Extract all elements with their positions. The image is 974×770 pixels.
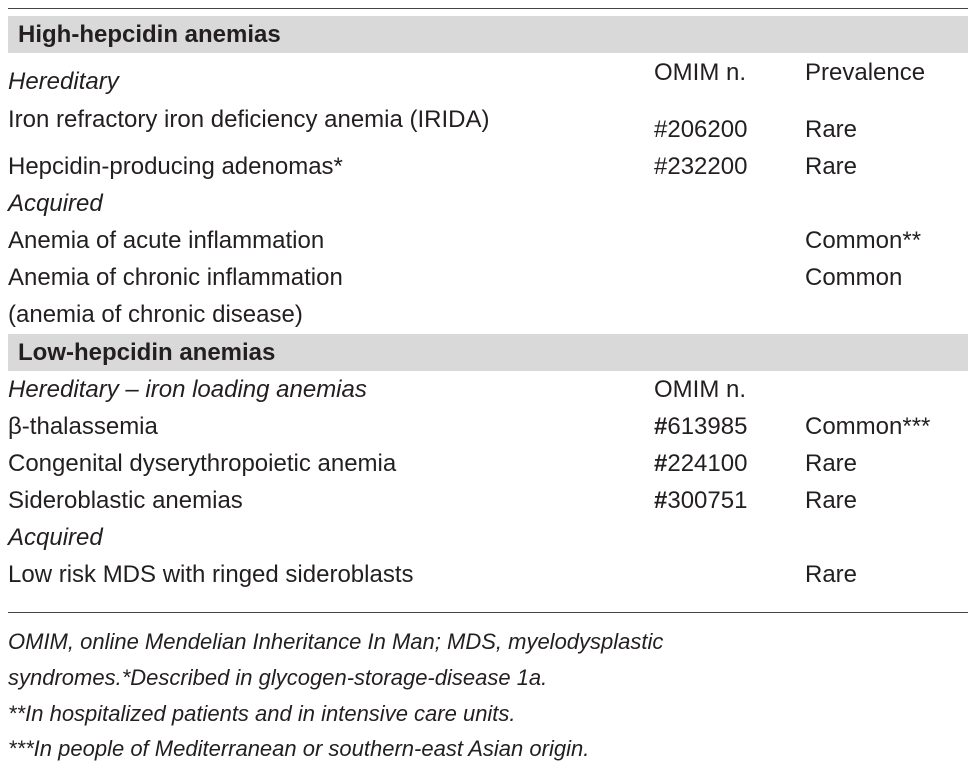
table-row <box>0 413 974 450</box>
row-name: β-thalassemia <box>8 413 158 440</box>
row-prevalence: Rare <box>805 561 858 588</box>
row-name: Sideroblastic anemias <box>8 487 243 514</box>
row-omim <box>654 413 747 441</box>
row-omim-header: OMIM n. <box>654 376 747 403</box>
row-prevalence: Common <box>805 264 903 291</box>
row-omim: #206200 <box>654 116 748 143</box>
table-row <box>0 376 974 413</box>
row-name: (anemia of chronic disease) <box>8 301 303 328</box>
row-name: Anemia of chronic inflammation <box>8 264 343 291</box>
row-prevalence: Common** <box>805 227 922 254</box>
footnote-line: syndromes.*Described in glycogen-storage-disease 1a. <box>8 665 548 690</box>
footnote-line: OMIM, online Mendelian Inheritance In Man; MDS, myelodysplastic <box>8 629 664 654</box>
row-name: Anemia of acute inflammation <box>8 227 325 254</box>
footnote-line: ***In people of Mediterranean or southern-east Asian origin. <box>8 736 590 761</box>
row-omim-header: OMIM n. <box>654 59 747 86</box>
table-row <box>0 153 974 190</box>
hash-symbol: # <box>654 450 668 477</box>
hash-symbol: # <box>654 413 668 440</box>
row-prevalence: Rare <box>805 487 858 514</box>
table-row <box>0 301 974 338</box>
row-name: Low risk MDS with ringed sideroblasts <box>8 561 414 588</box>
row-prevalence: Rare <box>805 153 858 180</box>
section-title: High-hepcidin anemias <box>18 21 281 48</box>
table-top-rule <box>8 8 968 9</box>
row-prevalence: Rare <box>805 450 858 477</box>
row-prevalence-header: Prevalence <box>805 59 926 86</box>
row-prevalence: Rare <box>805 116 858 143</box>
row-name: Hereditary <box>8 68 119 95</box>
section-header-high-hepcidin <box>8 16 968 53</box>
row-omim <box>654 450 747 478</box>
row-name: Congenital dyserythropoietic anemia <box>8 450 397 477</box>
table-row <box>0 104 974 141</box>
table-row <box>0 264 974 301</box>
hash-symbol: # <box>654 487 668 514</box>
table-row <box>0 524 974 561</box>
row-omim: #232200 <box>654 153 748 180</box>
row-prevalence: Common*** <box>805 413 931 440</box>
row-name: Acquired <box>8 524 103 551</box>
table-row <box>0 487 974 524</box>
omim-number: 613985 <box>667 413 748 440</box>
section-header-low-hepcidin <box>8 334 968 371</box>
table-row <box>0 450 974 487</box>
row-name: Hepcidin-producing adenomas* <box>8 153 343 180</box>
table-row <box>0 561 974 598</box>
table-bottom-rule <box>8 612 968 613</box>
row-name: Acquired <box>8 190 103 217</box>
row-name: Hereditary – iron loading anemias <box>8 376 367 403</box>
row-omim <box>654 487 747 515</box>
section-title: Low-hepcidin anemias <box>18 339 276 366</box>
table-row <box>0 190 974 227</box>
omim-number: 224100 <box>667 450 748 477</box>
row-name: Iron refractory iron deficiency anemia (IRIDA) <box>8 106 490 133</box>
footnote-line: **In hospitalized patients and in intensive care units. <box>8 701 516 726</box>
table-row <box>0 227 974 264</box>
omim-number: 300751 <box>667 487 748 514</box>
table-row <box>0 58 974 95</box>
